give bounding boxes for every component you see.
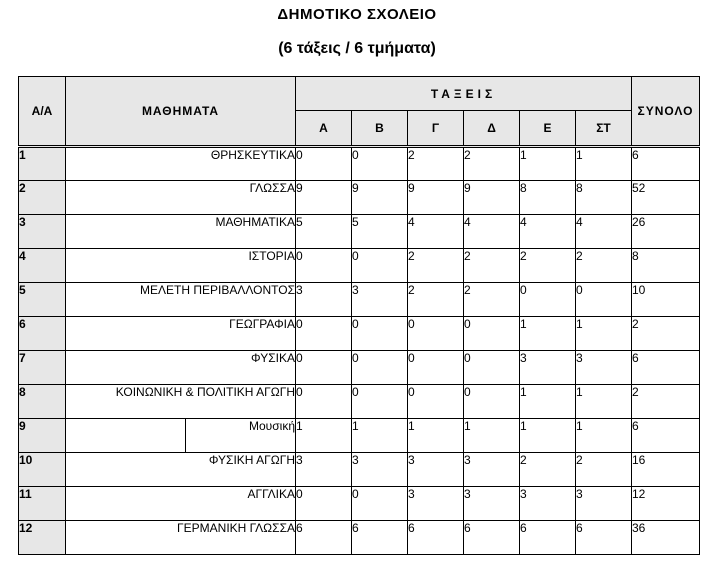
class-hours: 3 [576,351,632,385]
class-hours: 2 [520,453,576,487]
class-hours: 3 [464,453,520,487]
subject-name: ΚΟΙΝΩΝΙΚΗ & ΠΟΛΙΤΙΚΗ ΑΓΩΓΗ [66,385,296,419]
subject-name: ΦΥΣΙΚΑ [66,351,296,385]
class-hours: 1 [576,147,632,181]
subject-name: ΘΡΗΣΚΕΥΤΙΚΑ [66,147,296,181]
row-number: 10 [19,453,66,487]
subject-empty-cell [66,419,186,453]
class-hours: 0 [352,385,408,419]
class-hours: 0 [296,351,352,385]
header-aa: Α/Α [19,77,66,147]
class-hours: 0 [464,317,520,351]
class-hours: 2 [408,147,464,181]
class-hours: 0 [408,351,464,385]
row-number: 8 [19,385,66,419]
class-hours: 1 [464,419,520,453]
class-hours: 1 [408,419,464,453]
total-hours: 52 [632,181,700,215]
class-hours: 2 [408,249,464,283]
total-hours: 12 [632,487,700,521]
class-hours: 8 [520,181,576,215]
header-total: ΣΥΝΟΛΟ [632,77,700,147]
row-number: 5 [19,283,66,317]
header-classes: ΤΑΞΕΙΣ [296,77,632,111]
total-hours: 2 [632,385,700,419]
class-hours: 6 [352,521,408,555]
class-hours: 0 [352,317,408,351]
class-hours: 1 [520,317,576,351]
class-hours: 3 [408,453,464,487]
class-hours: 2 [464,147,520,181]
class-hours: 1 [520,385,576,419]
class-hours: 0 [464,385,520,419]
row-number: 7 [19,351,66,385]
class-hours: 0 [296,317,352,351]
class-hours: 0 [296,385,352,419]
subject-name: ΓΕΡΜΑΝΙΚΗ ΓΛΩΣΣΑ [66,521,296,555]
table-row [19,351,700,385]
row-number: 9 [19,419,66,453]
subject-name: ΙΣΤΟΡΙΑ [66,249,296,283]
class-hours: 8 [576,181,632,215]
class-hours: 5 [352,215,408,249]
class-hours: 4 [520,215,576,249]
class-hours: 2 [520,249,576,283]
total-hours: 6 [632,419,700,453]
table-body [19,147,700,555]
class-hours: 0 [296,249,352,283]
subject-name: ΓΕΩΓΡΑΦΙΑ [66,317,296,351]
table-row [19,419,700,453]
total-hours: 2 [632,317,700,351]
class-hours: 0 [520,283,576,317]
class-hours: 9 [464,181,520,215]
class-hours: 9 [352,181,408,215]
subject-name: ΜΕΛΕΤΗ ΠΕΡΙΒΑΛΛΟΝΤΟΣ [66,283,296,317]
row-number: 3 [19,215,66,249]
table-row [19,147,700,181]
class-hours: 0 [408,385,464,419]
class-hours: 0 [576,283,632,317]
class-hours: 0 [296,147,352,181]
page-title: ΔΗΜΟΤΙΚΟ ΣΧΟΛΕΙΟ [277,6,437,23]
class-hours: 6 [296,521,352,555]
row-number: 12 [19,521,66,555]
table-row [19,181,700,215]
total-hours: 10 [632,283,700,317]
class-hours: 6 [408,521,464,555]
row-number: 4 [19,249,66,283]
class-hours: 3 [576,487,632,521]
class-hours: 4 [408,215,464,249]
total-hours: 6 [632,147,700,181]
subject-name: ΓΛΩΣΣΑ [66,181,296,215]
header-class-st: ΣΤ [576,111,632,147]
table-row [19,317,700,351]
subject-name: ΦΥΣΙΚΗ ΑΓΩΓΗ [66,453,296,487]
class-hours: 4 [464,215,520,249]
table-row [19,249,700,283]
row-number: 1 [19,147,66,181]
class-hours: 5 [296,215,352,249]
class-hours: 3 [296,283,352,317]
header-subjects: ΜΑΘΗΜΑΤΑ [66,77,296,147]
header-class-b: Β [352,111,408,147]
subject-name: ΜΑΘΗΜΑΤΙΚΑ [66,215,296,249]
subject-name: Μουσική [186,419,296,453]
class-hours: 0 [352,351,408,385]
page-subtitle: (6 τάξεις / 6 τμήματα) [278,40,436,57]
class-hours: 0 [352,487,408,521]
class-hours: 0 [408,317,464,351]
class-hours: 1 [352,419,408,453]
class-hours: 6 [520,521,576,555]
class-hours: 1 [576,385,632,419]
class-hours: 1 [576,317,632,351]
header-class-g: Γ [408,111,464,147]
class-hours: 4 [576,215,632,249]
schedule-table [18,76,700,555]
class-hours: 9 [408,181,464,215]
table-row [19,521,700,555]
row-number: 6 [19,317,66,351]
row-number: 11 [19,487,66,521]
class-hours: 3 [408,487,464,521]
class-hours: 0 [464,351,520,385]
total-hours: 16 [632,453,700,487]
subject-name: ΑΓΓΛΙΚΑ [66,487,296,521]
class-hours: 0 [352,147,408,181]
class-hours: 3 [352,453,408,487]
table-row [19,487,700,521]
class-hours: 1 [520,419,576,453]
class-hours: 3 [464,487,520,521]
header-class-d: Δ [464,111,520,147]
class-hours: 2 [464,249,520,283]
class-hours: 3 [352,283,408,317]
total-hours: 8 [632,249,700,283]
row-number: 2 [19,181,66,215]
header-class-e: Ε [520,111,576,147]
class-hours: 6 [576,521,632,555]
class-hours: 1 [576,419,632,453]
table-row [19,453,700,487]
total-hours: 6 [632,351,700,385]
class-hours: 0 [352,249,408,283]
total-hours: 36 [632,521,700,555]
class-hours: 1 [520,147,576,181]
table-row [19,215,700,249]
class-hours: 6 [464,521,520,555]
class-hours: 2 [576,249,632,283]
table-row [19,385,700,419]
class-hours: 2 [576,453,632,487]
header-class-a: Α [296,111,352,147]
class-hours: 3 [520,351,576,385]
class-hours: 3 [296,453,352,487]
class-hours: 0 [296,487,352,521]
class-hours: 1 [296,419,352,453]
class-hours: 2 [464,283,520,317]
class-hours: 3 [520,487,576,521]
total-hours: 26 [632,215,700,249]
class-hours: 9 [296,181,352,215]
class-hours: 2 [408,283,464,317]
table-row [19,283,700,317]
